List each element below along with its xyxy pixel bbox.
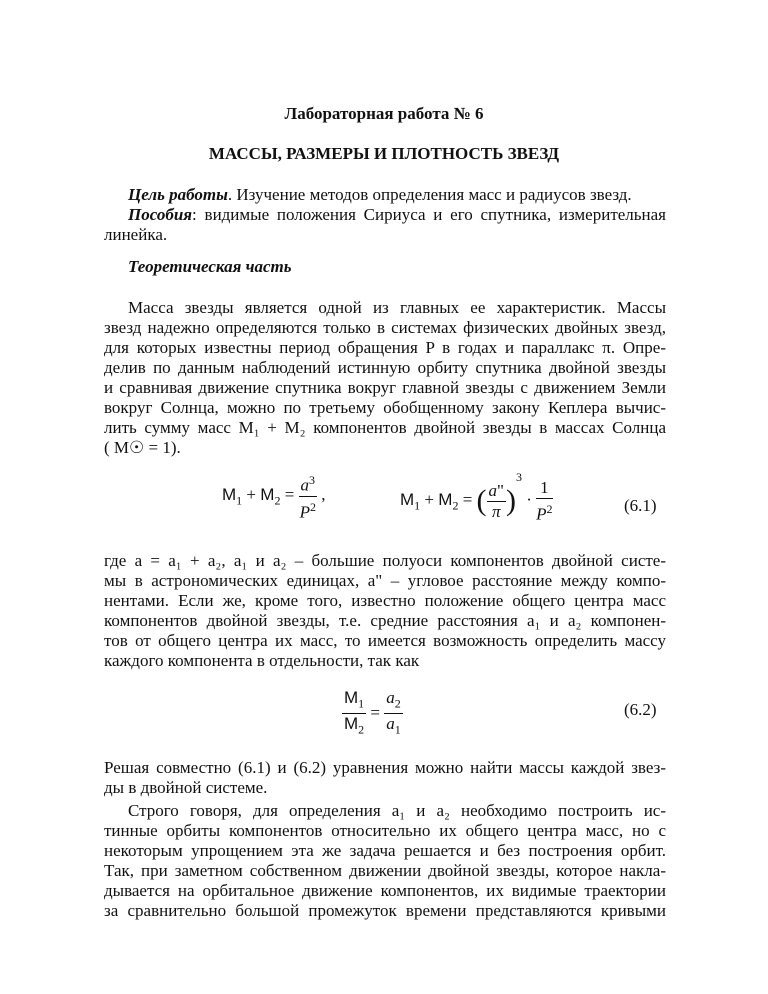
paragraph-2 — [104, 551, 666, 671]
equation-number-6-2: (6.2) — [624, 700, 657, 719]
p2-line: нентами. Если же, кроме того, известно положение общего центра масс — [104, 591, 666, 610]
aids-line — [104, 205, 666, 225]
aids-label: Пособия — [128, 205, 193, 224]
p1-line: вокруг Солнца, можно по третьему обобщенному закону Кеплера вычис- — [104, 398, 666, 417]
p3-line: ды в двойной системе. — [104, 778, 268, 797]
equation-number-6-1: (6.1) — [624, 496, 657, 515]
goal-label: Цель работы — [128, 185, 228, 204]
p2-line: мы в астрономических единицах, a" – угловое расстояние между компо- — [104, 571, 666, 590]
p1-line: ( M☉ = 1). — [104, 438, 181, 457]
p4-line: дывается на орбитальное движение компонентов, их видимые траектории — [104, 881, 666, 900]
lab-title: Лабораторная работа № 6 — [284, 104, 484, 123]
p1-line: лить сумму масс M₁ + M₂ компонентов двойной звезды в массах Солнца — [104, 418, 666, 437]
p1-line: делив по данным наблюдений истинную орбиту спутника двойной звезды — [104, 358, 666, 377]
aids-text: : видимые положения Сириуса и его спутника, измерительная — [192, 205, 666, 224]
p1-line: звезд надежно определяются только в системах физических двойных звезд, — [104, 318, 666, 337]
paragraph-3 — [104, 758, 666, 798]
p1-line: для которых известны период обращения P в годах и параллакс π. Опре- — [104, 338, 666, 357]
p4-line: Так, при заметном собственном движении двойной звезды, которое накла- — [104, 861, 666, 880]
p4-line: за сравнительно большой промежуток времени представляются кривыми — [104, 901, 666, 920]
section-title: МАССЫ, РАЗМЕРЫ И ПЛОТНОСТЬ ЗВЕЗД — [208, 144, 560, 163]
formula-6-1-right: $M_1 + M_2$ = ( $\frac{a"}{\pi}$ )$^3$ · $\frac{1}{P^2}$ — [400, 470, 553, 524]
theory-heading — [104, 257, 666, 277]
formula-6-2: $\frac{M_1}{M_2}$ = $\frac{a_2}{a_1}$ — [344, 688, 401, 737]
p2-line: каждого компонента в отдельности, так как — [104, 651, 420, 670]
paragraph-1 — [104, 298, 666, 458]
p4-line: Строго говоря, для определения a₁ и a₂ необходимо построить ис- — [128, 801, 666, 820]
goal-aids-block — [104, 185, 666, 245]
paragraph-4 — [104, 801, 666, 921]
p2-line: компонентов двойной звезды, т.е. средние расстояния a₁ и a₂ компонен- — [104, 611, 666, 630]
p1-line: и сравнивая движение спутника вокруг главной звезды с движением Земли — [104, 378, 666, 397]
p4-line: некоторым упрощением эта же задача решается и без построения орбит. — [104, 841, 666, 860]
aids-line-2: линейка. — [104, 225, 168, 244]
p2-line: где a = a₁ + a₂, a₁ и a₂ – большие полуоси компонентов двойной систе- — [104, 551, 666, 570]
goal-line — [104, 185, 666, 205]
theory-heading-text: Теоретическая часть — [128, 257, 292, 276]
p3-line: Решая совместно (6.1) и (6.2) уравнения можно найти массы каждой звез- — [104, 758, 666, 777]
p4-line: тинные орбиты компонентов относительно их общего центра масс, но с — [104, 821, 666, 840]
p2-line: тов от общего центра их масс, то имеется возможность определить массу — [104, 631, 666, 650]
goal-text: . Изучение методов определения масс и радиусов звезд. — [227, 185, 632, 204]
p1-line: Масса звезды является одной из главных ее характеристик. Массы — [128, 298, 666, 317]
formula-6-1-left: $M_1 + M_2$ = $\frac{a^3}{P^2}$ , — [222, 470, 326, 522]
